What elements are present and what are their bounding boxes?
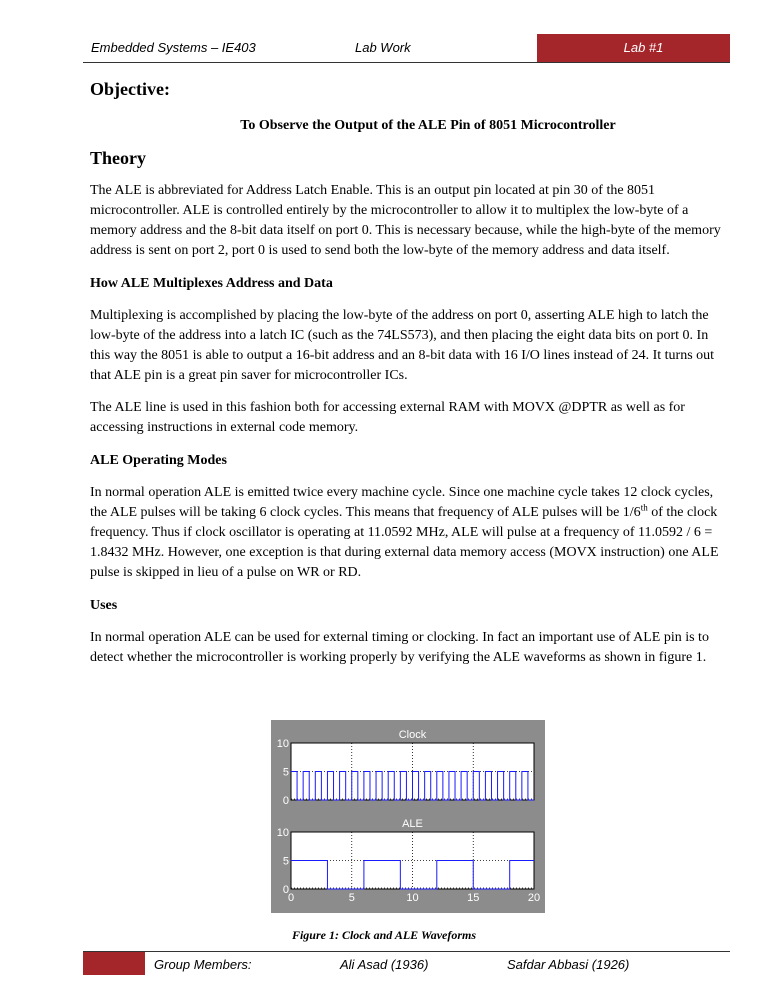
objective-text: To Observe the Output of the ALE Pin of 8051 Microcontroller [240, 118, 616, 133]
page-content [90, 78, 726, 668]
modes-text-b: of the clock frequency. Thus if clock oscillator is operating at 11.0592 MHz, ALE will pulse at a frequency of 11.0592 / 6 = 1.8432 MHz. However, one exception is that during external data memory access (MOVX instruction) one ALE pulse is skipped in lieu of a pulse on WR or RD. [90, 505, 719, 580]
member-2: Safdar Abbasi (1926) [507, 957, 630, 972]
waveform-figure [271, 720, 545, 913]
modes-heading: ALE Operating Modes [90, 453, 227, 468]
y-tick-label: 0 [282, 884, 289, 896]
multiplex-paragraph-1: Multiplexing is accomplished by placing the low-byte of the address on port 0, asserting ALE high to latch the low-byte of the address into a latch IC (such as the 74LS573), and then placing the eight data bits on port 0. In this way the 8051 is able to output a 16-bit address and an 8-bit data with 16 I/O lines instead of 24. It turns out that ALE pin is a great pin saver for microcontroller ICs. [90, 308, 715, 383]
x-tick-label: 0 [287, 892, 295, 904]
modes-text-a: In normal operation ALE is emitted twice every machine cycle. Since one machine cycle takes 12 clock cycles, the ALE pulses will be taking 6 clock cycles. This means that frequency of ALE pulses will be 1/6 [90, 485, 714, 520]
uses-heading: Uses [90, 598, 118, 613]
multiplex-paragraph-2: The ALE line is used in this fashion both for accessing external RAM with MOVX @DPTR as well as for accessing instructions in external code memory. [90, 400, 685, 435]
x-tick-label: 15 [467, 892, 480, 904]
modes-sup: th [640, 502, 648, 513]
theory-heading: Theory [90, 148, 146, 168]
member-1: Ali Asad (1936) [340, 957, 429, 972]
y-tick-label: 5 [282, 766, 289, 779]
waveform-chart [271, 720, 545, 913]
chart-title: ALE [402, 818, 423, 830]
lab-work-label: Lab Work [355, 40, 411, 55]
page-header [83, 34, 730, 63]
figure-caption: Figure 1: Clock and ALE Waveforms [291, 928, 477, 942]
objective-heading: Objective: [90, 79, 170, 99]
lab-number-label: Lab #1 [623, 40, 664, 55]
x-tick-label: 5 [348, 892, 355, 904]
series-line-clock [291, 772, 534, 801]
footer-accent-box [83, 952, 145, 975]
modes-paragraph [90, 483, 726, 583]
uses-paragraph: In normal operation ALE can be used for external timing or clocking. In fact an important use of ALE pin is to detect whether the microcontroller is working properly by verifying the ALE waveforms as shown in figure 1. [90, 630, 709, 665]
y-tick-label: 0 [282, 795, 289, 807]
course-label: Embedded Systems – IE403 [91, 40, 256, 55]
chart-title: Clock [398, 729, 427, 741]
lab-number-box [537, 34, 730, 62]
theory-paragraph: The ALE is abbreviated for Address Latch Enable. This is an output pin located at pin 30 of the 8051 microcontroller. ALE is controlled entirely by the microcontroller to allow it to multiplex the low-byte of a memory address and the 8-bit data itself on port 0. This is necessary because, while the high-byte of the memory address is sent on port 2, port 0 is used to send both the low-byte of the memory address and data itself. [90, 183, 721, 258]
group-members-label: Group Members: [154, 957, 252, 972]
y-tick-label: 10 [276, 827, 289, 839]
multiplex-heading: How ALE Multiplexes Address and Data [90, 276, 333, 291]
page-footer [83, 951, 730, 975]
x-tick-label: 10 [406, 892, 419, 904]
x-tick-label: 20 [527, 892, 541, 904]
y-tick-label: 10 [276, 738, 289, 750]
y-tick-label: 5 [282, 855, 289, 868]
